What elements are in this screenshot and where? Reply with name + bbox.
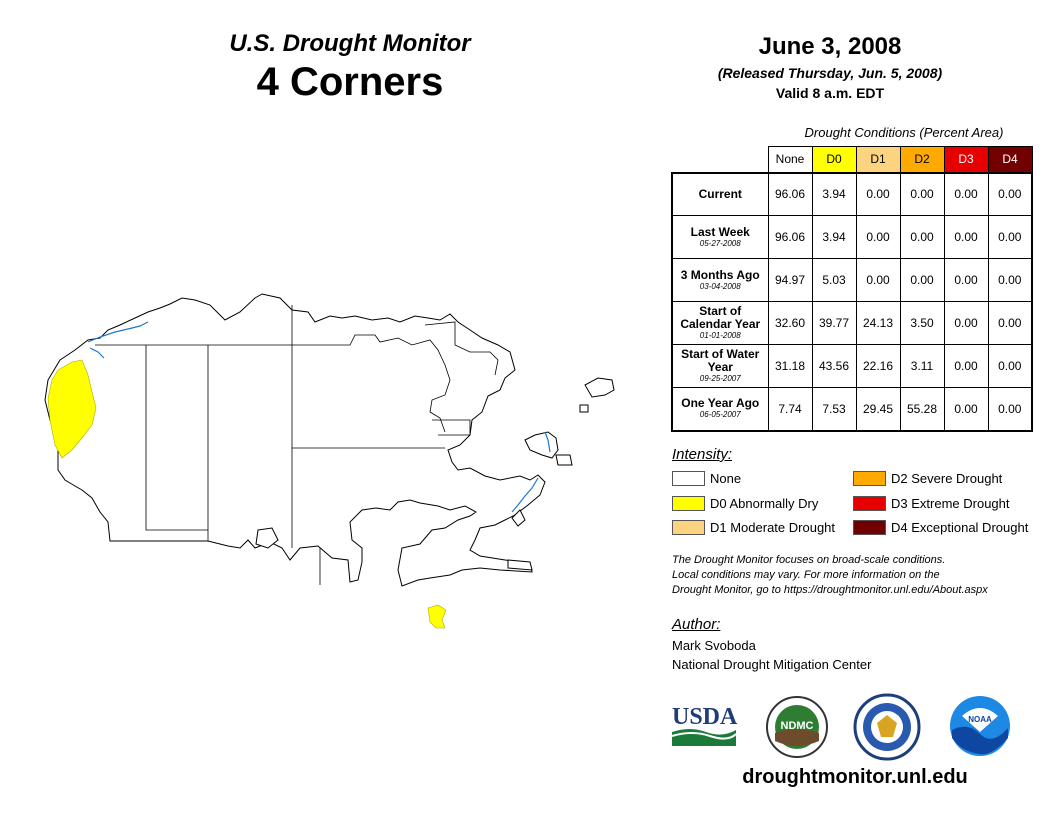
row-date: 06-05-2007 [699,410,741,420]
table-cell: 0.00 [944,388,988,431]
commerce-seal-icon [853,693,921,761]
note-line: The Drought Monitor focuses on broad-scale conditions. [672,554,946,566]
table-cell: 0.00 [988,345,1032,388]
legend-swatch [672,471,705,486]
row-title: Start of Calendar Year [680,304,761,331]
legend-label: D3 Extreme Drought [891,496,1010,511]
legend-swatch [672,520,705,535]
table-cell: 0.00 [900,173,944,216]
usda-logo-text: USDA [672,704,738,730]
legend-swatch [853,496,886,511]
row-date: 03-04-2008 [699,281,741,291]
table-cell: 55.28 [900,388,944,431]
table-cell: 0.00 [944,259,988,302]
release-date: (Released Thursday, Jun. 5, 2008) [717,65,943,81]
table-cell: 0.00 [944,173,988,216]
author-name: Mark Svoboda [672,638,756,653]
author-title: Author: [672,616,721,633]
usda-logo [670,700,740,750]
table-cell: 32.60 [768,302,812,345]
date-block [620,33,1040,101]
legend-label: D4 Exceptional Drought [891,520,1029,535]
table-corner [672,147,768,173]
table-cell: 96.06 [768,173,812,216]
legend-item-d2 [853,471,1002,486]
table-cell: 96.06 [768,216,812,259]
valid-time: Valid 8 a.m. EDT [775,85,885,101]
table-row [672,302,1032,345]
table-cell: 43.56 [812,345,856,388]
website-link[interactable]: droughtmonitor.unl.edu [742,766,968,788]
ndmc-logo [765,695,829,759]
row-label [672,216,768,259]
table-row [672,216,1032,259]
table-cell: 7.74 [768,388,812,431]
table-cell: 5.03 [812,259,856,302]
row-label [672,302,768,345]
map-title: U.S. Drought Monitor [229,30,471,57]
legend-swatch [853,471,886,486]
noaa-logo [948,694,1012,758]
row-label [672,173,768,216]
table-cell: 0.00 [900,259,944,302]
table-cell: 0.00 [900,216,944,259]
map-date: June 3, 2008 [758,33,902,60]
legend-label: None [710,471,742,486]
table-cell: 3.50 [900,302,944,345]
note-line: Drought Monitor, go to https://droughtmonitor.unl.edu/About.aspx [672,584,988,596]
region-land [45,294,545,586]
author-org: National Drought Mitigation Center [672,657,872,672]
outlying-area [556,455,572,465]
legend-item-d0 [672,496,818,511]
table-caption: Drought Conditions (Percent Area) [804,125,1004,140]
table-cell: 0.00 [988,302,1032,345]
legend-swatch [672,496,705,511]
table-cell: 0.00 [856,173,900,216]
table-cell: 29.45 [856,388,900,431]
legend-item-d3 [853,496,1010,511]
noaa-logo-text: NOAA [968,715,992,724]
d0-area-south [428,605,446,628]
col-header-d1: D1 [856,147,900,173]
drought-conditions-table [671,146,1033,432]
table-cell: 0.00 [944,216,988,259]
region-title: 4 Corners [256,60,444,104]
col-header-none: None [768,147,812,173]
table-cell: 0.00 [856,216,900,259]
table-cell: 7.53 [812,388,856,431]
col-header-d0: D0 [812,147,856,173]
legend-label: D2 Severe Drought [891,471,1003,486]
table-cell: 0.00 [988,216,1032,259]
table-cell: 0.00 [944,302,988,345]
table-cell: 39.77 [812,302,856,345]
row-title: Current [698,186,742,201]
region-outline [45,294,545,586]
col-header-d4: D4 [988,147,1032,173]
row-label [672,345,768,388]
row-title: Start of Water Year [681,347,760,374]
table-cell: 94.97 [768,259,812,302]
legend-item-d1 [672,520,835,535]
col-header-d2: D2 [900,147,944,173]
table-cell: 0.00 [944,345,988,388]
outlying-area [585,378,614,397]
table-header-row [672,147,1032,173]
col-header-d3: D3 [944,147,988,173]
table-cell: 3.11 [900,345,944,388]
row-date: 05-27-2008 [699,238,741,248]
table-cell: 0.00 [988,173,1032,216]
ndmc-logo-text: NDMC [780,720,814,732]
table-cell: 3.94 [812,216,856,259]
table-cell: 0.00 [988,388,1032,431]
table-row [672,173,1032,216]
outlying-area [580,405,588,412]
table-cell: 24.13 [856,302,900,345]
table-row [672,345,1032,388]
row-title: Last Week [690,224,750,239]
table-cell: 3.94 [812,173,856,216]
legend-swatch [853,520,886,535]
legend-title: Intensity: [672,446,733,463]
table-row [672,259,1032,302]
legend-item-d4 [853,520,1028,535]
table-cell: 0.00 [988,259,1032,302]
outlying-area [508,560,532,570]
row-date: 01-01-2008 [699,331,741,340]
row-label [672,388,768,431]
table-row [672,388,1032,431]
table-cell: 0.00 [856,259,900,302]
row-title: 3 Months Ago [680,267,760,282]
row-date: 09-25-2007 [699,374,741,383]
legend-label: D0 Abnormally Dry [710,496,819,511]
legend-item-none [672,471,741,486]
row-label [672,259,768,302]
row-title: One Year Ago [681,396,760,411]
table-cell: 22.16 [856,345,900,388]
note-text [672,553,1052,598]
note-line: Local conditions may vary. For more information on the [672,569,940,581]
legend-label: D1 Moderate Drought [710,520,836,535]
table-cell: 31.18 [768,345,812,388]
outlying-area [525,432,558,458]
